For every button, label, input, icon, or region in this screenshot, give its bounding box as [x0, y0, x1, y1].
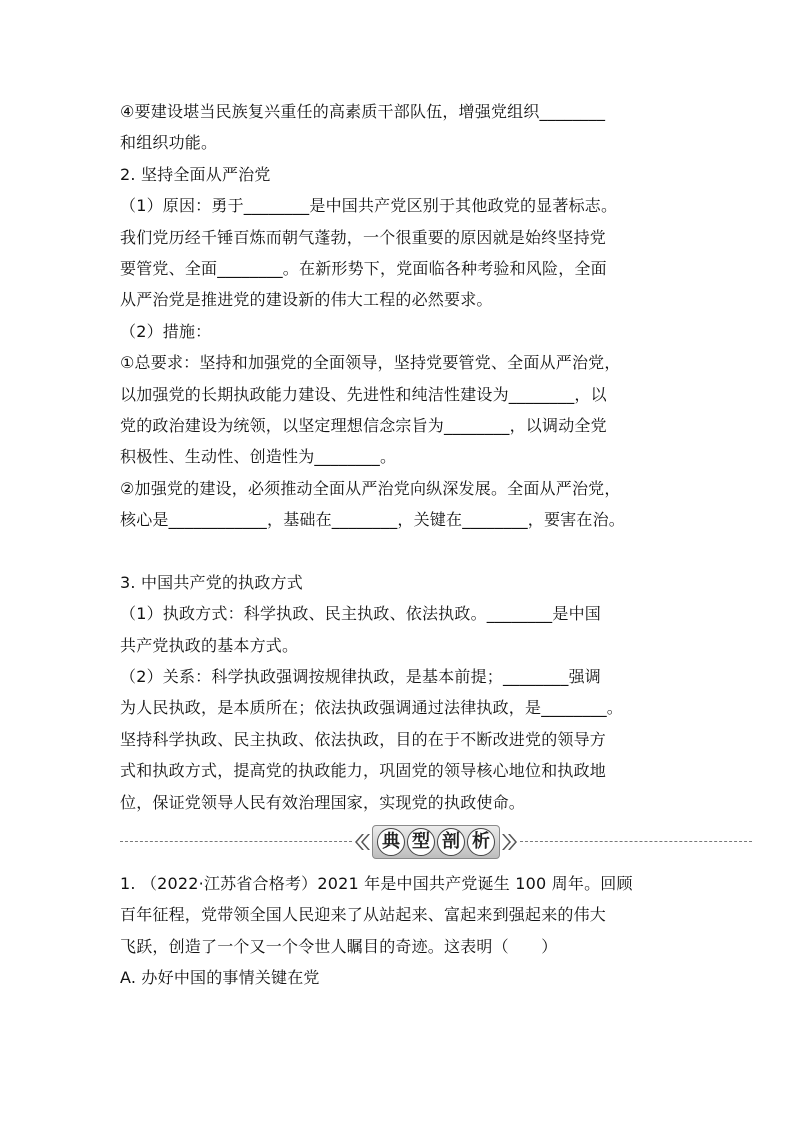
text-line: 以加强党的长期执政能力建设、先进性和纯洁性建设为________，以: [120, 384, 607, 404]
text-line: （1）执政方式：科学执政、民主执政、依法执政。________是中国: [120, 604, 601, 624]
blank-gap: [120, 536, 680, 567]
text-line: 我们党历经千锤百炼而朝气蓬勃，一个很重要的原因就是始终坚持党: [120, 227, 607, 247]
text-line: 2. 坚持全面从严治党: [120, 164, 271, 184]
text-line: 百年征程，党带领全国人民迎来了从站起来、富起来到强起来的伟大: [120, 905, 607, 925]
text-line: ④要建设堪当民族复兴重任的高素质干部队伍，增强党组织________: [120, 102, 606, 121]
double-chevron-right-icon: [502, 832, 518, 852]
banner-char: 型: [407, 828, 435, 856]
divider-dash-left: [120, 841, 352, 842]
section-example-question: [120, 868, 680, 994]
text-line: 核心是____________，基础在________，关键在________，要害在治。: [120, 510, 626, 530]
typical-analysis-banner: [352, 824, 520, 860]
section-divider: [120, 822, 752, 862]
text-line: （2）关系：科学执政强调按规律执政，是基本前提；________强调: [120, 666, 601, 686]
double-chevron-left-icon: [354, 832, 370, 852]
banner-char: 析: [467, 828, 495, 856]
banner-char: 剖: [437, 828, 465, 856]
text-line: 1. （2022·江苏省合格考）2021 年是中国共产党诞生 100 周年。回顾: [120, 873, 633, 893]
text-line: A. 办好中国的事情关键在党: [120, 968, 320, 988]
text-line: 坚持科学执政、民主执政、依法执政，目的在于不断改进党的领导方: [120, 729, 607, 749]
text-line: 从严治党是推进党的建设新的伟大工程的必然要求。: [120, 290, 493, 310]
section-governance-methods: [120, 567, 680, 818]
text-line: ①总要求：坚持和加强党的全面领导，坚持党要管党、全面从严治党，: [120, 353, 621, 373]
banner-ribbon: [372, 825, 500, 859]
text-line: （1）原因：勇于________是中国共产党区别于其他政党的显著标志。: [120, 196, 618, 216]
text-line: 3. 中国共产党的执政方式: [120, 572, 303, 592]
text-line: 为人民执政，是本质所在；依法执政强调通过法律执政，是________。: [120, 698, 624, 718]
text-line: 和组织功能。: [120, 133, 218, 153]
text-line: 共产党执政的基本方式。: [120, 635, 299, 655]
text-line: （2）措施：: [120, 321, 212, 341]
text-line: ②加强党的建设，必须推动全面从严治党向纵深发展。全面从严治党，: [120, 478, 621, 498]
document-body: [120, 96, 680, 994]
divider-dash-right: [520, 841, 752, 842]
section-party-building: [120, 96, 680, 536]
text-line: 飞跃，创造了一个又一个令世人瞩目的奇迹。这表明（ ）: [120, 936, 558, 956]
text-line: 积极性、生动性、创造性为________。: [120, 447, 397, 467]
text-line: 要管党、全面________。在新形势下，党面临各种考验和风险，全面: [120, 259, 607, 279]
banner-char: 典: [377, 828, 405, 856]
text-line: 式和执政方式，提高党的执政能力，巩固党的领导核心地位和执政地: [120, 761, 607, 781]
text-line: 党的政治建设为统领，以坚定理想信念宗旨为________，以调动全党: [120, 416, 607, 436]
text-line: 位，保证党领导人民有效治理国家，实现党的执政使命。: [120, 792, 526, 812]
